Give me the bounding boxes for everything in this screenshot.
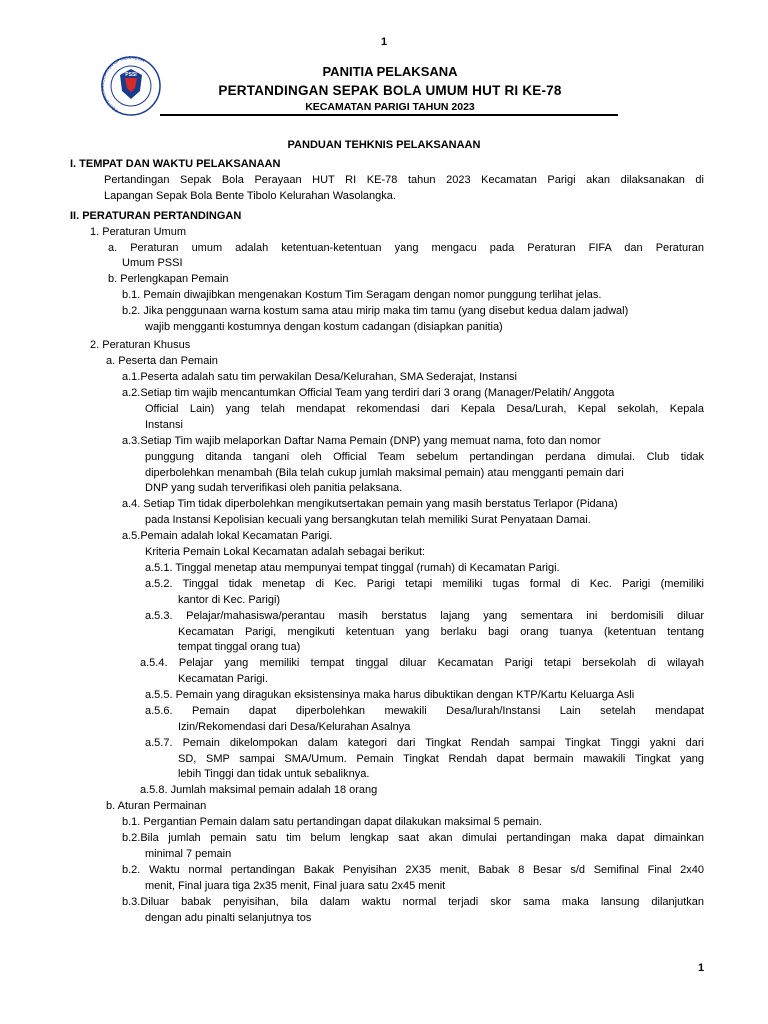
rule-heading: b. Aturan Permainan (106, 800, 207, 812)
rule-text: menit, Final juara tiga 2x35 menit, Final juara satu 2x45 menit (145, 880, 446, 892)
header-committee: PANITIA PELAKSANA (322, 64, 458, 79)
rule-text: a. Peraturan umum adalah ketentuan-ketentuan yang mengacu pada Peraturan FIFA dan Peraturan (108, 242, 704, 254)
header-location-year: KECAMATAN PARIGI TAHUN 2023 (305, 101, 475, 113)
subsection-special-rules: 2. Peraturan Khusus (90, 339, 191, 351)
rule-text: tempat tinggal orang tua) (178, 641, 301, 653)
rule-text: Izin/Rekomendasi dari Desa/Kelurahan Asalnya (178, 721, 411, 733)
rule-text: a.5.5. Pemain yang diragukan eksistensinya maka harus dibuktikan dengan KTP/Kartu Keluarga Asli (145, 689, 635, 701)
rule-text: b.2. Waktu normal pertandingan Bakak Penyisihan 2X35 menit, Babak 8 Besar s/d Semifinal Final 2x40 (122, 864, 704, 876)
rule-text: Kecamatan Parigi, mengikuti ketentuan yang berlaku bagi orang tuanya (ketentuan tentang (178, 626, 704, 638)
rule-text: Instansi (145, 419, 183, 431)
rule-text: a.1.Peserta adalah satu tim perwakilan Desa/Kelurahan, SMA Sederajat, Instansi (122, 371, 518, 383)
rule-text: Kriteria Pemain Lokal Kecamatan adalah sebagai berikut: (145, 546, 426, 558)
rule-text: a.5.7. Pemain dikelompokan dalam kategori dari Tingkat Rendah sampai Tingkat Tinggi yakni dari (145, 737, 704, 749)
rule-text: diperbolehkan menambah (Bila telah cukup jumlah maksimal pemain) atau mengganti pemain dari (145, 467, 624, 479)
rule-text: Official Lain) yang telah mendapat rekomendasi dari Kepala Desa/Lurah, Kepal sekolah, Kepala (145, 403, 704, 415)
rule-text: a.5.8. Jumlah maksimal pemain adalah 18 orang (140, 784, 378, 796)
svg-text:PSSI: PSSI (125, 72, 137, 78)
rule-heading: b. Perlengkapan Pemain (108, 273, 229, 285)
rule-text: a.4. Setiap Tim tidak diperbolehkan mengikutsertakan pemain yang masih berstatus Terlapor (Pidana) (122, 498, 618, 510)
rule-text: a.5.4. Pelajar yang memiliki tempat tinggal diluar Kecamatan Parigi tetapi bersekolah di wilayah (140, 657, 704, 669)
rule-text: punggung ditanda tangani oleh Official Team sebelum pertandingan perdana dimulai. Club tidak (145, 451, 704, 463)
rule-text: b.1. Pemain diwajibkan mengenakan Kostum Tim Seragam dengan nomor punggung terlihat jelas. (122, 289, 602, 301)
section-1-text: Pertandingan Sepak Bola Perayaan HUT RI KE-78 tahun 2023 Kecamatan Parigi akan dilaksanakan di (104, 174, 704, 186)
page-number-bottom: 1 (698, 962, 705, 974)
section-2-heading: II. PERATURAN PERTANDINGAN (70, 210, 242, 222)
header-event: PERTANDINGAN SEPAK BOLA UMUM HUT RI KE-78 (218, 83, 562, 98)
page-number-top: 1 (380, 36, 388, 48)
rule-text: wajib mengganti kostumnya dengan kostum cadangan (disiapkan panitia) (145, 321, 503, 333)
rule-text: b.2. Jika penggunaan warna kostum sama atau mirip maka tim tamu (yang disebut kedua dalam jadwal) (122, 305, 629, 317)
rule-text: Kecamatan Parigi. (178, 673, 268, 685)
rule-text: a.3.Setiap Tim wajib melaporkan Daftar Nama Pemain (DNP) yang memuat nama, foto dan nomor (122, 435, 601, 447)
rule-text: a.5.6. Pemain dapat diperbolehkan mewakili Desa/lurah/Instansi Lain setelah mendapat (145, 705, 704, 717)
rule-heading: a. Peserta dan Pemain (106, 355, 218, 367)
rule-text: a.5.2. Tinggal tidak menetap di Kec. Parigi tetapi memiliki tugas formal di Kec. Parigi (memiliki (145, 578, 704, 590)
rule-text: minimal 7 pemain (145, 848, 232, 860)
rule-text: DNP yang sudah terverifikasi oleh panitia pelaksana. (145, 482, 403, 494)
rule-text: a.2.Setiap tim wajib mencantumkan Official Team yang terdiri dari 3 orang (Manager/Pelatih/ Anggota (122, 387, 615, 399)
section-1-heading: I. TEMPAT DAN WAKTU PELAKSANAAN (70, 158, 281, 170)
rule-text: kantor di Kec. Parigi) (178, 594, 281, 606)
pssi-logo (100, 55, 162, 117)
rule-text: a.5.3. Pelajar/mahasiswa/perantau masih berstatus lajang yang sementara ini berdomisili diluar (145, 610, 704, 622)
rule-text: b.1. Pergantian Pemain dalam satu pertandingan dapat dilakukan maksimal 5 pemain. (122, 816, 543, 828)
rule-text: a.5.1. Tinggal menetap atau mempunyai tempat tinggal (rumah) di Kecamatan Parigi. (145, 562, 560, 574)
section-1-text: Lapangan Sepak Bola Bente Tibolo Kelurahan Wasolangka. (104, 190, 396, 202)
header-divider (160, 114, 618, 116)
rule-text: b.3.Diluar babak penyisihan, bila dalam waktu normal terjadi skor sama maka lansung dilanjutkan (122, 896, 704, 908)
subsection-general-rules: 1. Peraturan Umum (90, 226, 186, 238)
rule-text: SD, SMP sampai SMA/Umum. Pemain Tingkat Rendah dapat bermain mawakili Tingkat yang (178, 753, 704, 765)
rule-text: pada Instansi Kepolisian kecuali yang bersangkutan telah memiliki Surat Penyataan Damai. (145, 514, 591, 526)
rule-text: Umum PSSI (122, 257, 183, 269)
rule-text: b.2.Bila jumlah pemain satu tim belum lengkap saat akan dimulai pertandingan maka dapat dimainkan (122, 832, 704, 844)
rule-text: dengan adu pinalti selanjutnya tos (145, 912, 312, 924)
svg-text:FOOTBALL ASSOCIATION OF INDONE: FOOTBALL ASSOCIATION OF INDONESIA (100, 55, 146, 114)
rule-text: lebih Tinggi dan tidak untuk sebaliknya. (178, 768, 370, 780)
rule-text: a.5.Pemain adalah lokal Kecamatan Parigi. (122, 530, 333, 542)
document-title: PANDUAN TEHKNIS PELAKSANAAN (287, 139, 481, 151)
